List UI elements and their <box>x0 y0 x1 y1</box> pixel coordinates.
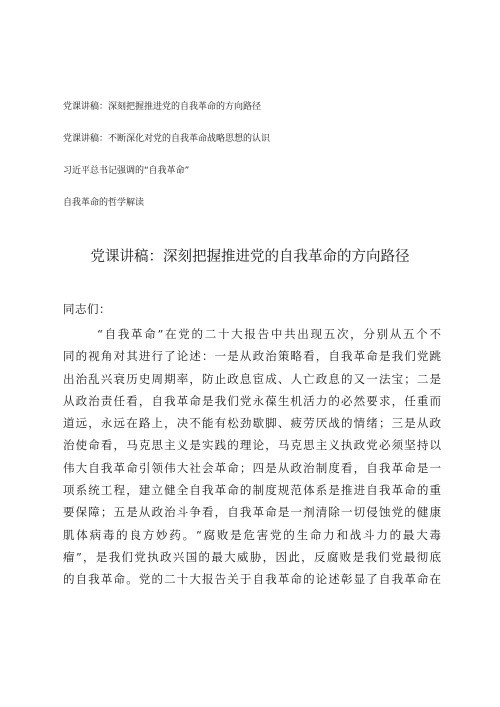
toc-item-2[interactable]: 党课讲稿：不断深化对党的自我革命战略思想的认识 <box>63 134 271 144</box>
toc-item-4[interactable]: 自我革命的哲学解读 <box>63 198 145 208</box>
toc-item-3[interactable]: 习近平总书记强调的“自我革命” <box>63 166 190 176</box>
toc-item-1[interactable]: 党课讲稿：深刻把握推进党的自我革命的方向路径 <box>63 102 262 112</box>
body-line: 项系统工程，建立健全自我革命的制度规范体系是推进自我革命的重 <box>63 483 441 498</box>
body-line: 从政治责任看，自我革命是我们党永葆生机活力的必然要求，任重而 <box>63 393 441 408</box>
body-line: 同的视角对其进行了论述：一是从政治策略看，自我革命是我们党跳 <box>63 349 441 364</box>
body-line: 道远，永远在路上，决不能有松劲歇脚、疲劳厌战的情绪；三是从政 <box>63 416 441 431</box>
body-line: 治使命看，马克思主义是实践的理论，马克思主义执政党必须坚持以 <box>63 438 441 453</box>
body-paragraph <box>63 323 441 591</box>
body-line: 的自我革命。党的二十大报告关于自我革命的论述彰显了自我革命在 <box>63 572 441 587</box>
greeting: 同志们： <box>63 302 111 316</box>
body-line: “自我革命”在党的二十大报告中共出现五次，分别从五个不 <box>97 327 441 341</box>
document-title: 党课讲稿：深刻把握推进党的自我革命的方向路径 <box>90 249 410 265</box>
body-line: 要保障；五是从政治斗争看，自我革命是一剂清除一切侵蚀党的健康 <box>63 505 441 520</box>
body-line: 肌体病毒的良方妙药。“腐败是危害党的生命力和战斗力的最大毒 <box>63 527 441 542</box>
body-line: 伟大自我革命引领伟大社会革命；四是从政治制度看，自我革命是一 <box>63 460 441 475</box>
body-line: 出治乱兴衰历史周期率，防止政息宦成、人亡政息的又一法宝；二是 <box>63 371 441 386</box>
body-line: 瘤”，是我们党执政兴国的最大威胁，因此，反腐败是我们党最彻底 <box>63 549 441 564</box>
table-of-contents <box>63 100 443 228</box>
